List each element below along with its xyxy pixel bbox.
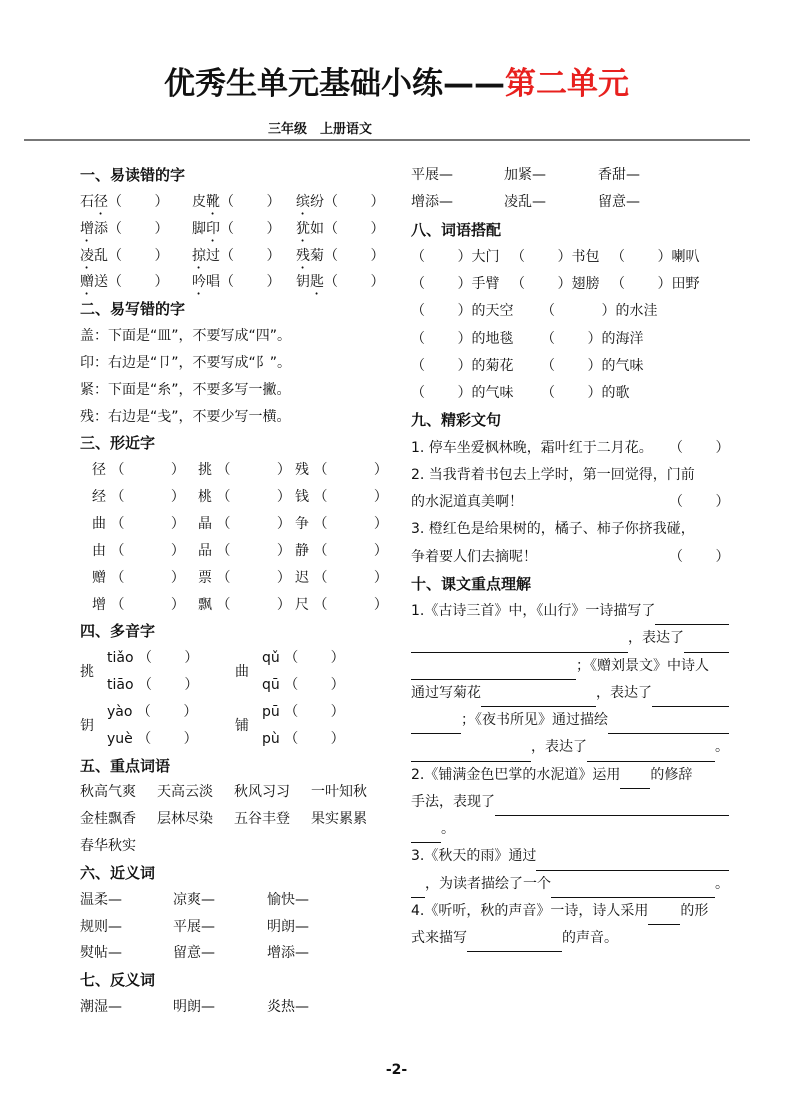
word-char: 径 xyxy=(94,193,108,210)
section-heading: 二、易写错的字 xyxy=(80,300,186,319)
fill-blank[interactable] xyxy=(536,852,729,871)
similar-char: 尺 xyxy=(295,596,309,613)
key-phrase: 春华秋实 xyxy=(80,838,136,855)
word-char: 缤 xyxy=(296,193,310,210)
row xyxy=(411,789,729,816)
pinyin-item[interactable]: qū （ ） xyxy=(262,677,345,694)
word-char: 印 xyxy=(206,220,220,237)
question-text: ，表达了 xyxy=(628,630,684,647)
sentence-text: 2. 当我背着书包去上学时，第一回觉得，门前 xyxy=(411,466,695,483)
row xyxy=(80,833,390,860)
row xyxy=(411,653,729,680)
similar-char-item[interactable]: 品 （ ） xyxy=(198,542,291,559)
row xyxy=(80,618,390,645)
word-pair-item[interactable]: 明朗— xyxy=(267,918,309,935)
word-pair-item[interactable]: 明朗— xyxy=(173,999,215,1016)
row xyxy=(80,806,390,833)
word-item[interactable]: 吟唱（ ） xyxy=(192,274,281,291)
similar-char: 经 xyxy=(92,489,106,506)
judge-blank[interactable]: （ ） xyxy=(669,494,730,510)
question-text: 式来描写 xyxy=(411,930,467,946)
word-item[interactable]: 犹如（ ） xyxy=(296,220,385,237)
key-phrase: 秋风习习 xyxy=(234,784,290,801)
collocation-item[interactable]: （ ）翅膀 xyxy=(511,276,600,292)
row xyxy=(411,516,729,543)
similar-char-item[interactable]: 增 （ ） xyxy=(92,596,185,613)
question-text: 的形 xyxy=(680,902,709,919)
word-pair-item[interactable]: 愉快— xyxy=(267,891,309,908)
row xyxy=(411,762,729,789)
row xyxy=(80,538,390,565)
similar-char-item[interactable]: 争 （ ） xyxy=(295,515,388,532)
word-char: 吟 xyxy=(192,274,206,291)
question-text: 3.《秋天的雨》通过 xyxy=(411,848,537,865)
word-pair-item[interactable]: 加紧— xyxy=(504,167,546,183)
word-item[interactable]: 凌乱（ ） xyxy=(80,247,169,264)
row xyxy=(80,940,390,967)
fill-blank[interactable] xyxy=(587,743,715,762)
pinyin: qǔ xyxy=(262,650,280,667)
polyphone-char: 钥 xyxy=(80,717,94,734)
row xyxy=(80,672,390,699)
word-char: 乱 xyxy=(94,247,108,264)
row xyxy=(80,484,390,511)
question-text: 1.《古诗三首》中，《山行》一诗描写了 xyxy=(411,603,656,619)
left-column xyxy=(80,162,390,1021)
row xyxy=(411,435,729,462)
word-char: 皮 xyxy=(192,193,206,210)
row xyxy=(80,967,390,994)
similar-char-item[interactable]: 飘 （ ） xyxy=(198,596,291,613)
fill-blank[interactable] xyxy=(620,770,650,789)
similar-char: 钱 xyxy=(295,489,309,506)
section-heading: 九、精彩文句 xyxy=(411,411,502,430)
similar-char: 赠 xyxy=(92,569,106,586)
collocation-word: 田野 xyxy=(671,276,700,292)
row xyxy=(411,680,729,707)
pinyin: yuè xyxy=(107,730,133,747)
question-text: ，表达了 xyxy=(531,739,587,756)
section-heading: 三、形近字 xyxy=(80,434,156,453)
collocation-item[interactable]: （ ）大门 xyxy=(411,248,500,265)
collocation-word: 的海洋 xyxy=(601,330,644,347)
row xyxy=(411,544,729,571)
judge-blank[interactable]: （ ） xyxy=(669,439,730,456)
section-heading: 六、近义词 xyxy=(80,863,156,882)
word-item[interactable]: 皮靴（ ） xyxy=(192,193,281,210)
word-item[interactable]: 赠送（ ） xyxy=(80,274,169,291)
key-phrase: 金桂飘香 xyxy=(80,811,136,828)
similar-char: 静 xyxy=(295,542,309,559)
similar-char-item[interactable]: 晶 （ ） xyxy=(198,515,291,532)
pinyin-item[interactable]: qǔ （ ） xyxy=(262,650,345,667)
sentence-text: 1. 停车坐爱枫林晚，霜叶红于二月花。 xyxy=(411,439,653,456)
similar-char-item[interactable]: 票 （ ） xyxy=(198,569,291,586)
word-item[interactable]: 钥匙（ ） xyxy=(296,274,385,291)
writing-note: 紧：下面是“糸”，不要多写一撇。 xyxy=(80,381,291,398)
row xyxy=(80,914,390,941)
key-phrase: 五谷丰登 xyxy=(234,811,290,828)
fill-blank[interactable] xyxy=(411,715,461,734)
word-char: 靴 xyxy=(206,193,220,210)
row xyxy=(411,462,729,489)
fill-blank[interactable] xyxy=(411,743,531,762)
fill-blank[interactable] xyxy=(411,634,628,653)
pinyin-item[interactable]: yào （ ） xyxy=(107,703,198,720)
collocation-word: 大门 xyxy=(471,248,500,265)
fill-blank[interactable] xyxy=(652,688,729,707)
word-pair-item[interactable]: 增添— xyxy=(411,194,453,211)
similar-char: 品 xyxy=(198,542,212,559)
row xyxy=(411,598,729,625)
row xyxy=(411,734,729,761)
right-column xyxy=(411,162,729,952)
similar-char-item[interactable]: 经 （ ） xyxy=(92,489,185,506)
collocation-word: 的菊花 xyxy=(471,357,514,374)
row xyxy=(80,189,390,216)
word-item[interactable]: 缤纷（ ） xyxy=(296,193,385,210)
collocation-word: 的天空 xyxy=(471,303,514,320)
row xyxy=(80,323,390,350)
collocation-word: 喇叭 xyxy=(671,248,700,265)
row xyxy=(80,779,390,806)
word-pair-item[interactable]: 潮湿— xyxy=(80,999,122,1016)
word-pair-item[interactable]: 留意— xyxy=(598,194,640,211)
fill-blank[interactable] xyxy=(411,661,576,680)
question-text: ；《赠刘景文》中诗人 xyxy=(576,657,709,674)
fill-blank[interactable] xyxy=(648,906,680,925)
similar-char-item[interactable]: 静 （ ） xyxy=(295,542,388,559)
word-item[interactable]: 残菊（ ） xyxy=(296,247,385,264)
similar-char-item[interactable]: 挑 （ ） xyxy=(198,462,291,479)
word-char: 纷 xyxy=(310,193,324,210)
similar-char: 残 xyxy=(295,462,309,479)
sentence-text: 争着要人们去摘呢！ xyxy=(411,548,537,565)
row xyxy=(411,571,729,598)
similar-char-item[interactable]: 赠 （ ） xyxy=(92,569,185,586)
key-phrase: 一叶知秋 xyxy=(311,784,367,801)
word-char: 犹 xyxy=(296,220,310,237)
pinyin: pū xyxy=(262,703,280,720)
similar-char-item[interactable]: 径 （ ） xyxy=(92,462,185,479)
fill-blank[interactable] xyxy=(684,634,729,653)
header-divider xyxy=(24,139,750,141)
word-pair-item[interactable]: 凌乱— xyxy=(504,194,546,211)
writing-note: 印：右边是“卩”，不要写成“阝”。 xyxy=(80,354,292,371)
word-pair-item[interactable]: 规则— xyxy=(80,918,122,935)
row xyxy=(80,216,390,243)
collocation-item[interactable]: （ ）的天空 xyxy=(411,303,514,320)
row xyxy=(80,887,390,914)
pinyin-item[interactable]: tiǎo （ ） xyxy=(107,650,199,667)
similar-char: 飘 xyxy=(198,596,212,613)
pinyin-item[interactable]: pū （ ） xyxy=(262,703,345,720)
similar-char: 径 xyxy=(92,462,106,479)
similar-char-item[interactable]: 迟 （ ） xyxy=(295,569,388,586)
row xyxy=(411,898,729,925)
question-text: ，表达了 xyxy=(596,684,652,701)
similar-char: 挑 xyxy=(198,462,212,479)
subtitle: 三年级 上册语文 xyxy=(268,122,373,137)
row xyxy=(80,753,390,780)
collocation-word: 的水洼 xyxy=(615,303,658,320)
word-pair-item[interactable]: 增添— xyxy=(267,945,309,962)
fill-blank[interactable] xyxy=(481,688,596,707)
title-main: 优秀生单元基础小练—— xyxy=(164,66,505,102)
word-char: 残 xyxy=(296,247,310,264)
row xyxy=(80,350,390,377)
word-char: 石 xyxy=(80,193,94,210)
row xyxy=(411,162,729,189)
row xyxy=(411,625,729,652)
row xyxy=(80,162,390,189)
collocation-item[interactable]: （ ）的海洋 xyxy=(541,330,644,347)
row xyxy=(411,298,729,325)
collocation-word: 的气味 xyxy=(471,385,514,401)
pinyin-item[interactable]: tiāo （ ） xyxy=(107,677,199,694)
section-heading: 五、重点词语 xyxy=(80,756,171,775)
collocation-item[interactable]: （ ）手臂 xyxy=(411,276,500,292)
key-phrase: 天高云淡 xyxy=(157,784,213,801)
judge-blank[interactable]: （ ） xyxy=(669,548,730,565)
question-text: 。 xyxy=(715,875,729,892)
word-item[interactable]: 石径（ ） xyxy=(80,193,169,210)
row xyxy=(80,511,390,538)
row xyxy=(411,871,729,898)
row xyxy=(411,217,729,244)
section-heading: 一、易读错的字 xyxy=(80,166,186,184)
pinyin: yào xyxy=(107,703,133,720)
word-char: 过 xyxy=(206,247,220,264)
collocation-item[interactable]: （ ）田野 xyxy=(611,276,700,292)
sentence-text: 3. 橙红色是给果树的，橘子、柿子你挤我碰， xyxy=(411,521,695,538)
row xyxy=(411,271,729,298)
word-char: 掠 xyxy=(192,247,206,264)
question-text: ；《夜书所见》通过描绘 xyxy=(461,712,608,728)
question-text: 的声音。 xyxy=(562,930,618,946)
word-char: 凌 xyxy=(80,247,94,264)
row xyxy=(411,353,729,380)
word-char: 添 xyxy=(94,220,108,237)
word-char: 钥 xyxy=(296,274,310,291)
section-heading: 四、多音字 xyxy=(80,622,156,641)
row xyxy=(80,269,390,296)
fill-blank[interactable] xyxy=(411,824,441,843)
pinyin-item[interactable]: yuè （ ） xyxy=(107,730,198,747)
similar-char: 增 xyxy=(92,596,106,613)
word-pair-item[interactable]: 香甜— xyxy=(598,167,640,183)
word-char: 增 xyxy=(80,220,94,237)
row xyxy=(80,726,390,753)
sentence-text: 的水泥道真美啊！ xyxy=(411,494,523,510)
row xyxy=(411,816,729,843)
row xyxy=(411,489,729,516)
row xyxy=(80,430,390,457)
collocation-word: 的地毯 xyxy=(471,330,514,347)
word-char: 送 xyxy=(94,274,108,291)
similar-char: 桃 xyxy=(198,489,212,506)
pinyin: tiǎo xyxy=(107,650,134,667)
word-char: 如 xyxy=(310,220,324,237)
question-text: 2.《铺满金色巴掌的水泥道》运用 xyxy=(411,766,621,783)
word-char: 匙 xyxy=(310,274,324,291)
similar-char: 争 xyxy=(295,515,309,532)
fill-blank[interactable] xyxy=(467,933,562,952)
row xyxy=(80,377,390,404)
word-pair-item[interactable]: 温柔— xyxy=(80,891,122,908)
collocation-word: 翅膀 xyxy=(571,276,600,292)
similar-char-item[interactable]: 残 （ ） xyxy=(295,462,388,479)
section-heading: 八、词语搭配 xyxy=(411,220,502,239)
fill-blank[interactable] xyxy=(495,797,729,816)
pinyin: qū xyxy=(262,677,280,694)
question-text: 通过写菊花 xyxy=(411,684,481,701)
collocation-item[interactable]: （ ）的歌 xyxy=(541,385,630,401)
word-pair-item[interactable]: 留意— xyxy=(173,945,215,962)
similar-char-item[interactable]: 钱 （ ） xyxy=(295,489,388,506)
row xyxy=(411,326,729,353)
similar-char: 曲 xyxy=(92,515,106,532)
collocation-word: 的歌 xyxy=(601,385,630,401)
word-item[interactable]: 掠过（ ） xyxy=(192,247,281,264)
similar-char-item[interactable]: 曲 （ ） xyxy=(92,515,185,532)
word-item[interactable]: 增添（ ） xyxy=(80,220,169,237)
similar-char-item[interactable]: 由 （ ） xyxy=(92,542,185,559)
row xyxy=(80,592,390,619)
collocation-word: 书包 xyxy=(571,248,600,265)
section-heading: 十、课文重点理解 xyxy=(411,574,532,593)
polyphone-char: 挑 xyxy=(80,664,94,681)
row xyxy=(411,189,729,216)
row xyxy=(80,699,390,734)
word-char: 菊 xyxy=(310,247,324,264)
row xyxy=(80,457,390,484)
fill-blank[interactable] xyxy=(551,879,715,898)
collocation-word: 手臂 xyxy=(471,276,500,292)
writing-note: 残：右边是“戋”，不要少写一横。 xyxy=(80,408,291,425)
page-number: -2- xyxy=(385,1062,408,1078)
polyphone-char: 曲 xyxy=(235,664,249,681)
row xyxy=(411,925,729,952)
question-text: 4.《听听，秋的声音》一诗，诗人采用 xyxy=(411,902,649,919)
section-heading: 七、反义词 xyxy=(80,971,156,990)
question-text: 。 xyxy=(441,821,455,837)
question-text: 的修辞 xyxy=(650,766,693,783)
key-phrase: 秋高气爽 xyxy=(80,784,136,801)
similar-char-item[interactable]: 桃 （ ） xyxy=(198,489,291,506)
word-pair-item[interactable]: 凉爽— xyxy=(173,891,215,908)
word-pair-item[interactable]: 熨帖— xyxy=(80,945,122,962)
collocation-word: 的气味 xyxy=(601,357,644,374)
pinyin-item[interactable]: pù （ ） xyxy=(262,730,345,747)
collocation-item[interactable]: （ ）的气味 xyxy=(411,385,514,401)
row xyxy=(411,707,729,734)
pinyin: tiāo xyxy=(107,677,134,694)
fill-blank[interactable] xyxy=(655,606,729,625)
row xyxy=(411,407,729,434)
word-char: 唱 xyxy=(206,274,220,291)
similar-char: 晶 xyxy=(198,515,212,532)
collocation-item[interactable]: （ ）的气味 xyxy=(541,357,644,374)
polyphone-char: 铺 xyxy=(235,717,249,734)
row xyxy=(411,843,729,870)
similar-char: 票 xyxy=(198,569,212,586)
collocation-item[interactable]: （ ）书包 xyxy=(511,248,600,265)
row xyxy=(80,994,390,1021)
question-text: 手法，表现了 xyxy=(411,793,495,810)
pinyin: pù xyxy=(262,730,280,747)
question-text: 。 xyxy=(715,739,729,756)
similar-char: 由 xyxy=(92,542,106,559)
word-pair-item[interactable]: 平展— xyxy=(173,918,215,935)
row xyxy=(411,380,729,407)
word-char: 脚 xyxy=(192,220,206,237)
collocation-item[interactable]: （ ）的水洼 xyxy=(541,303,658,320)
row xyxy=(80,404,390,431)
row xyxy=(80,565,390,592)
title-unit: 第二单元 xyxy=(505,66,629,102)
word-char: 赠 xyxy=(80,274,94,291)
key-phrase: 果实累累 xyxy=(311,811,367,828)
row xyxy=(80,860,390,887)
writing-note: 盖：下面是“皿”，不要写成“四”。 xyxy=(80,328,292,345)
row xyxy=(80,645,390,681)
similar-char: 迟 xyxy=(295,569,309,586)
word-pair-item[interactable]: 平展— xyxy=(411,167,453,183)
fill-blank[interactable] xyxy=(411,879,425,898)
row xyxy=(80,243,390,270)
collocation-item[interactable]: （ ）的菊花 xyxy=(411,357,514,374)
row xyxy=(80,296,390,323)
question-text: ，为读者描绘了一个 xyxy=(425,875,551,892)
row xyxy=(411,244,729,271)
key-phrase: 层林尽染 xyxy=(157,811,213,828)
word-pair-item[interactable]: 炎热— xyxy=(267,999,309,1016)
collocation-item[interactable]: （ ）喇叭 xyxy=(611,248,700,265)
fill-blank[interactable] xyxy=(608,715,729,734)
word-item[interactable]: 脚印（ ） xyxy=(192,220,281,237)
collocation-item[interactable]: （ ）的地毯 xyxy=(411,330,514,347)
similar-char-item[interactable]: 尺 （ ） xyxy=(295,596,388,613)
page-title xyxy=(0,58,793,103)
